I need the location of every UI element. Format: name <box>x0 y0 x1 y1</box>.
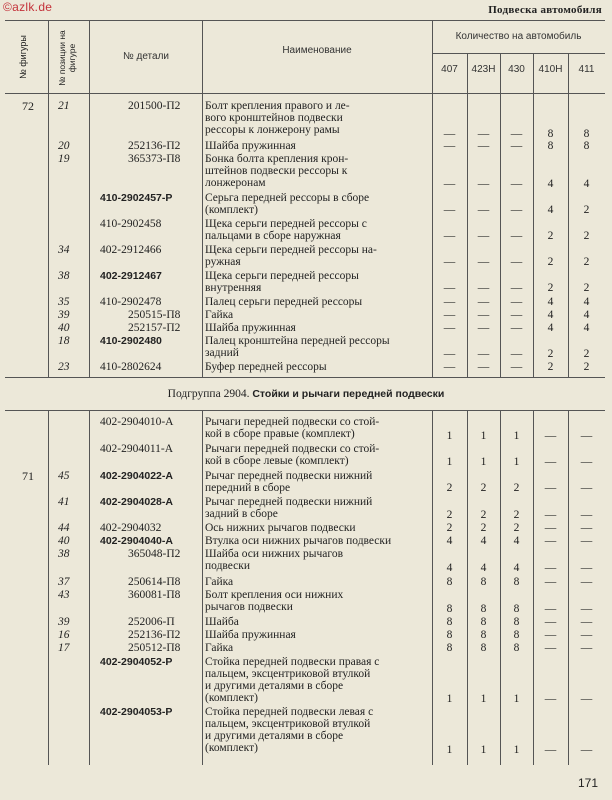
quantity-cell: — <box>443 322 456 334</box>
quantity-cell: 2 <box>513 522 520 534</box>
quantity-cell: 2 <box>547 230 554 242</box>
part-name-cell: Шайба пружинная <box>205 322 296 334</box>
quantity-cell: — <box>477 309 490 321</box>
part-name-cell: Шайба <box>205 616 239 628</box>
part-number-cell: 410-2902458 <box>100 218 162 230</box>
position-number-cell: 43 <box>58 589 70 601</box>
section-b-top-rule <box>5 410 605 411</box>
quantity-cell: — <box>510 322 523 334</box>
quantity-cell: 2 <box>583 204 590 216</box>
quantity-cell: — <box>443 140 456 152</box>
quantity-cell: 8 <box>480 616 487 628</box>
position-number-cell: 35 <box>58 296 70 308</box>
part-name-cell: Серьга передней рессоры в сборе (комплект) <box>205 192 370 217</box>
quantity-cell: 2 <box>547 361 554 373</box>
quantity-cell: 2 <box>547 256 554 268</box>
quantity-cell: 2 <box>480 509 487 521</box>
col-divider-a <box>89 20 90 377</box>
quantity-cell: — <box>580 562 593 574</box>
part-number-cell: 402-2904011-А <box>100 443 174 455</box>
position-number-cell: 37 <box>58 576 70 588</box>
header-bottom-rule <box>5 93 605 94</box>
quantity-cell: 2 <box>446 522 453 534</box>
quantity-cell: 2 <box>547 282 554 294</box>
part-number-cell: 250515-П8 <box>128 309 181 321</box>
part-name-cell: Болт крепления оси нижних рычагов подвески <box>205 589 344 614</box>
quantity-cell: — <box>510 361 523 373</box>
quantity-cell: — <box>544 509 557 521</box>
part-number-cell: 365373-П8 <box>128 153 181 165</box>
quantity-cell: — <box>580 642 593 654</box>
quantity-cell: — <box>443 296 456 308</box>
quantity-cell: 1 <box>480 456 487 468</box>
position-number-cell: 40 <box>58 535 70 547</box>
part-name-cell: Палец серьги передней рессоры <box>205 296 363 308</box>
section-a-bottom-rule <box>5 377 605 378</box>
part-name-cell: Палец кронштейна передней рессоры задний <box>205 335 390 360</box>
part-number-cell: 402-2912466 <box>100 244 162 256</box>
part-number-cell: 402-2904053-Р <box>100 706 173 718</box>
quantity-cell: — <box>544 535 557 547</box>
site-watermark: ©azlk.de <box>3 0 53 14</box>
part-name-cell: Шайба пружинная <box>205 140 296 152</box>
quantity-cell: — <box>580 509 593 521</box>
quantity-cell: 4 <box>547 322 554 334</box>
header-model: 430 <box>508 64 525 75</box>
quantity-cell: 4 <box>480 562 487 574</box>
quantity-cell: 1 <box>513 456 520 468</box>
part-number-cell: 252136-П2 <box>128 140 181 152</box>
figure-number-cell: 72 <box>22 99 34 113</box>
quantity-cell: 2 <box>547 348 554 360</box>
quantity-cell: 1 <box>513 430 520 442</box>
quantity-cell: 8 <box>480 576 487 588</box>
part-name-cell: Щека серьги передней рессоры на- ружная <box>205 244 377 269</box>
quantity-cell: — <box>477 230 490 242</box>
header-model: 411 <box>578 64 595 75</box>
position-number-cell: 17 <box>58 642 70 654</box>
quantity-cell: — <box>477 282 490 294</box>
part-name-cell: Стойка передней подвески левая с пальцем, эксцентриковой втулкой и другими деталями в сборе (комплект) <box>205 706 374 755</box>
part-number-cell: 360081-П8 <box>128 589 181 601</box>
quantity-cell: — <box>510 178 523 190</box>
position-number-cell: 23 <box>58 361 70 373</box>
quantity-cell: — <box>544 522 557 534</box>
quantity-cell: 2 <box>446 482 453 494</box>
header-quantity: Количество на автомобиль <box>455 31 582 42</box>
quantity-cell: 1 <box>446 430 453 442</box>
part-number-cell: 252006-П <box>128 616 175 628</box>
page-header: Подвеска автомобиля <box>488 4 602 16</box>
quantity-cell: 8 <box>513 603 520 615</box>
quantity-cell: 8 <box>583 140 590 152</box>
part-number-cell: 201500-П2 <box>128 100 181 112</box>
quantity-cell: — <box>544 482 557 494</box>
quantity-cell: 8 <box>446 603 453 615</box>
subgroup-label: Подгруппа 2904. <box>167 388 250 400</box>
quantity-cell: 1 <box>513 744 520 756</box>
col-divider-b <box>48 410 49 765</box>
part-name-cell: Стойка передней подвески правая с пальцем, эксцентриковой втулкой и другими деталями в сборе (комплект) <box>205 656 380 705</box>
part-number-cell: 250512-П8 <box>128 642 181 654</box>
quantity-cell: 1 <box>480 744 487 756</box>
part-name-cell: Щека серьги передней рессоры внутренняя <box>205 270 359 295</box>
quantity-cell: — <box>510 230 523 242</box>
part-name-cell: Щека серьги передней рессоры с пальцами в сборе наружная <box>205 218 367 243</box>
quantity-cell: 8 <box>480 629 487 641</box>
part-number-cell: 402-2912467 <box>100 270 162 282</box>
col-divider-a <box>48 20 49 377</box>
quantity-cell: 8 <box>446 642 453 654</box>
part-name-cell: Шайба оси нижних рычагов подвески <box>205 548 344 573</box>
quantity-cell: — <box>580 576 593 588</box>
quantity-cell: — <box>510 348 523 360</box>
part-name-cell: Шайба пружинная <box>205 629 296 641</box>
quantity-cell: — <box>544 430 557 442</box>
quantity-cell: 2 <box>446 509 453 521</box>
position-number-cell: 21 <box>58 100 70 112</box>
part-number-cell: 252157-П2 <box>128 322 181 334</box>
part-number-cell: 410-2902480 <box>100 335 162 347</box>
quantity-cell: — <box>510 296 523 308</box>
position-number-cell: 44 <box>58 522 70 534</box>
quantity-cell: — <box>580 693 593 705</box>
quantity-cell: 4 <box>547 204 554 216</box>
header-figure: № фигуры <box>18 35 28 79</box>
part-number-cell: 402-2904032 <box>100 522 162 534</box>
part-number-cell: 410-2802624 <box>100 361 162 373</box>
page-number: 171 <box>577 776 598 790</box>
quantity-cell: 8 <box>513 642 520 654</box>
quantity-cell: 8 <box>547 140 554 152</box>
quantity-cell: 2 <box>583 348 590 360</box>
quantity-cell: — <box>477 204 490 216</box>
quantity-cell: 2 <box>583 230 590 242</box>
position-number-cell: 41 <box>58 496 70 508</box>
position-number-cell: 40 <box>58 322 70 334</box>
part-number-cell: 250614-П8 <box>128 576 181 588</box>
part-number-cell: 402-2904028-А <box>100 496 173 508</box>
table-top-rule <box>5 20 605 21</box>
quantity-cell: — <box>443 178 456 190</box>
part-name-cell: Бонка болта крепления крон- штейнов подвески рессоры к лонжеронам <box>205 153 349 190</box>
quantity-cell: 1 <box>513 693 520 705</box>
position-number-cell: 20 <box>58 140 70 152</box>
position-number-cell: 38 <box>58 548 70 560</box>
position-number-cell: 39 <box>58 616 70 628</box>
part-name-cell: Гайка <box>205 642 234 654</box>
quantity-cell: — <box>580 744 593 756</box>
quantity-cell: 4 <box>480 535 487 547</box>
quantity-cell: — <box>510 309 523 321</box>
quantity-cell: — <box>580 522 593 534</box>
quantity-cell: 8 <box>446 629 453 641</box>
header-name: Наименование <box>282 45 352 56</box>
quantity-cell: — <box>477 361 490 373</box>
position-number-cell: 45 <box>58 470 70 482</box>
quantity-cell: — <box>544 629 557 641</box>
quantity-cell: — <box>477 178 490 190</box>
figure-number-cell: 71 <box>22 469 34 483</box>
position-number-cell: 38 <box>58 270 70 282</box>
quantity-cell: — <box>544 456 557 468</box>
quantity-cell: — <box>510 204 523 216</box>
part-name-cell: Рычаги передней подвески со стой- кой в сборе левые (комплект) <box>205 443 380 468</box>
part-name-cell: Буфер передней рессоры <box>205 361 327 373</box>
quantity-cell: — <box>510 256 523 268</box>
position-number-cell: 39 <box>58 309 70 321</box>
quantity-cell: — <box>580 616 593 628</box>
position-number-cell: 34 <box>58 244 70 256</box>
quantity-cell: 8 <box>446 576 453 588</box>
quantity-cell: — <box>477 296 490 308</box>
quantity-cell: 4 <box>547 296 554 308</box>
col-divider-b <box>202 410 203 765</box>
quantity-cell: — <box>443 361 456 373</box>
quantity-cell: — <box>580 629 593 641</box>
quantity-cell: 8 <box>480 642 487 654</box>
part-number-cell: 252136-П2 <box>128 629 181 641</box>
quantity-cell: — <box>477 128 490 140</box>
part-name-cell: Рычаг передней подвески нижний передний в сборе <box>205 470 373 495</box>
quantity-cell: — <box>443 282 456 294</box>
quantity-cell: 8 <box>480 603 487 615</box>
qty-header-rule <box>432 53 605 54</box>
quantity-cell: — <box>443 256 456 268</box>
quantity-cell: 2 <box>583 361 590 373</box>
subgroup-heading <box>0 388 612 400</box>
part-number-cell: 410-2902457-Р <box>100 192 173 204</box>
quantity-cell: 8 <box>446 616 453 628</box>
part-number-cell: 402-2904010-А <box>100 416 174 428</box>
quantity-cell: — <box>544 693 557 705</box>
part-number-cell: 402-2904022-А <box>100 470 173 482</box>
part-number-cell: 402-2904040-А <box>100 535 173 547</box>
quantity-cell: 1 <box>446 744 453 756</box>
header-position: № позиции на фигуре <box>57 30 77 86</box>
quantity-cell: 1 <box>480 430 487 442</box>
quantity-cell: — <box>544 576 557 588</box>
quantity-cell: 2 <box>480 522 487 534</box>
part-name-cell: Болт крепления правого и ле- вого кронштейнов подвески рессоры к лонжерону рамы <box>205 100 350 137</box>
part-name-cell: Втулка оси нижних рычагов подвески <box>205 535 392 547</box>
quantity-cell: 1 <box>480 693 487 705</box>
quantity-cell: 4 <box>513 535 520 547</box>
quantity-cell: — <box>580 603 593 615</box>
quantity-cell: — <box>544 616 557 628</box>
quantity-cell: 4 <box>583 178 590 190</box>
part-name-cell: Гайка <box>205 309 234 321</box>
quantity-cell: — <box>580 430 593 442</box>
quantity-cell: 1 <box>446 693 453 705</box>
quantity-cell: — <box>477 322 490 334</box>
quantity-cell: 8 <box>513 616 520 628</box>
header-model: 410Н <box>538 64 563 75</box>
header-model: 423Н <box>471 64 496 75</box>
part-name-cell: Гайка <box>205 576 234 588</box>
quantity-cell: — <box>544 603 557 615</box>
part-number-cell: 410-2902478 <box>100 296 162 308</box>
quantity-cell: — <box>477 140 490 152</box>
position-number-cell: 18 <box>58 335 70 347</box>
quantity-cell: — <box>544 642 557 654</box>
quantity-cell: 2 <box>513 482 520 494</box>
quantity-cell: — <box>580 535 593 547</box>
quantity-cell: 4 <box>547 309 554 321</box>
quantity-cell: 8 <box>513 576 520 588</box>
quantity-cell: — <box>477 256 490 268</box>
position-number-cell: 16 <box>58 629 70 641</box>
quantity-cell: — <box>510 128 523 140</box>
col-divider-b <box>89 410 90 765</box>
subgroup-title: Стойки и рычаги передней подвески <box>252 388 445 400</box>
header-part: № детали <box>122 51 170 62</box>
col-divider-a <box>202 20 203 377</box>
quantity-cell: — <box>580 456 593 468</box>
quantity-cell: — <box>443 128 456 140</box>
part-number-cell: 365048-П2 <box>128 548 181 560</box>
quantity-cell: 2 <box>583 256 590 268</box>
quantity-cell: 8 <box>547 128 554 140</box>
quantity-cell: 8 <box>513 629 520 641</box>
quantity-cell: 1 <box>446 456 453 468</box>
quantity-cell: — <box>443 348 456 360</box>
quantity-cell: 4 <box>446 562 453 574</box>
part-name-cell: Рычаги передней подвески со стой- кой в сборе правые (комплект) <box>205 416 380 441</box>
quantity-cell: — <box>477 348 490 360</box>
quantity-cell: — <box>443 230 456 242</box>
quantity-cell: — <box>544 744 557 756</box>
header-model: 407 <box>441 64 458 75</box>
quantity-cell: — <box>443 204 456 216</box>
quantity-cell: 4 <box>583 309 590 321</box>
quantity-cell: 4 <box>583 296 590 308</box>
quantity-cell: 4 <box>547 178 554 190</box>
quantity-cell: — <box>443 309 456 321</box>
quantity-cell: 2 <box>513 509 520 521</box>
quantity-cell: — <box>510 282 523 294</box>
part-name-cell: Ось нижних рычагов подвески <box>205 522 356 534</box>
quantity-cell: 2 <box>583 282 590 294</box>
quantity-cell: 4 <box>446 535 453 547</box>
quantity-cell: 4 <box>513 562 520 574</box>
quantity-cell: 8 <box>583 128 590 140</box>
quantity-cell: 2 <box>480 482 487 494</box>
position-number-cell: 19 <box>58 153 70 165</box>
quantity-cell: — <box>580 482 593 494</box>
quantity-cell: — <box>510 140 523 152</box>
part-name-cell: Рычаг передней подвески нижний задний в сборе <box>205 496 373 521</box>
quantity-cell: 4 <box>583 322 590 334</box>
part-number-cell: 402-2904052-Р <box>100 656 173 668</box>
quantity-cell: — <box>544 562 557 574</box>
